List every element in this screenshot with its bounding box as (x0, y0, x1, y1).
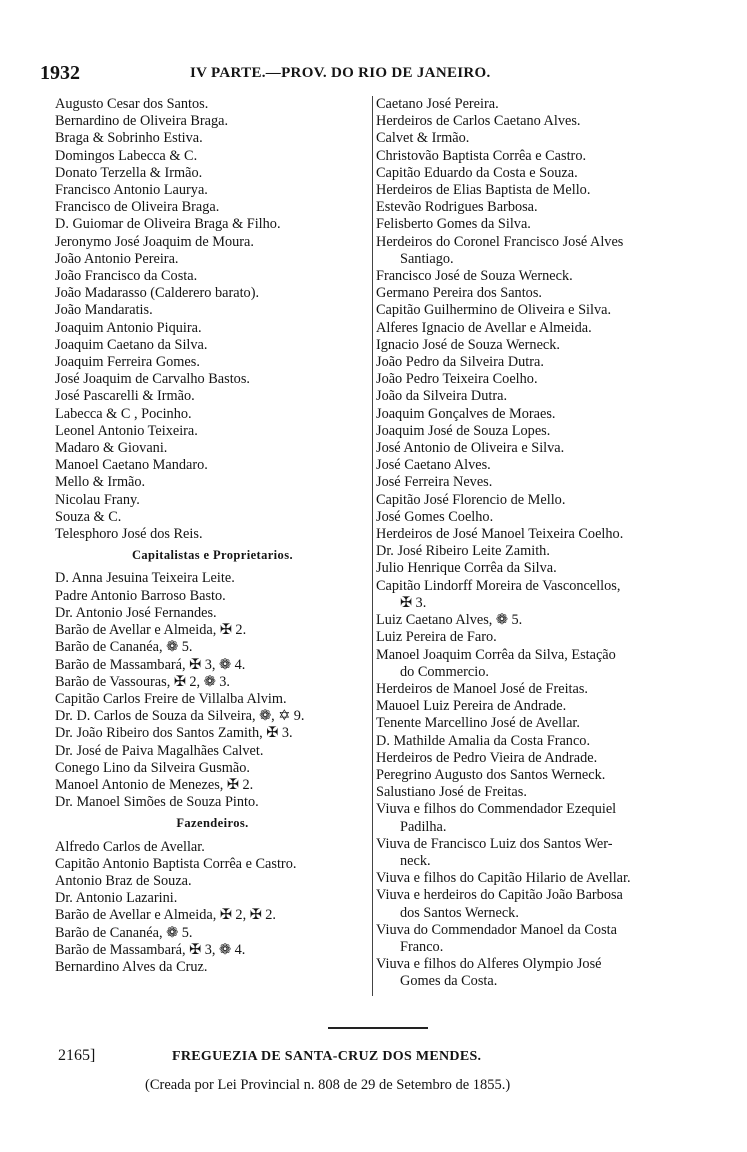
entry-text: Barão de Massambará, ✠ 3, ❁ 4. (55, 656, 246, 673)
list-entry (55, 474, 370, 491)
entry-text: Dr. João Ribeiro dos Santos Zamith, ✠ 3. (55, 725, 293, 742)
entry-text: Barão de Massambará, ✠ 3, ❁ 4. (55, 941, 246, 958)
list-entry (376, 165, 706, 182)
list-entry (376, 457, 706, 474)
entry-text: Manoel Joaquim Corrêa da Silva, Estação (376, 646, 616, 663)
entry-text: Domingos Labecca & C. (55, 147, 198, 164)
list-entry (376, 216, 706, 233)
list-entry (55, 942, 370, 959)
list-entry (55, 216, 370, 233)
list-entry (376, 887, 706, 921)
list-entry (55, 199, 370, 216)
entry-text: Tenente Marcellino José de Avellar. (376, 715, 580, 732)
entry-text: Souza & C. (55, 508, 122, 525)
entry-text: Viuva e filhos do Commendador Ezequiel (376, 801, 617, 818)
section-heading: Fazendeiros. (176, 816, 249, 831)
list-entry (376, 767, 706, 784)
entry-text: Herdeiros de Manoel José de Freitas. (376, 680, 589, 697)
list-entry (376, 96, 706, 113)
entry-text: José Caetano Alves. (376, 457, 491, 474)
entry-continuation: Santiago. (400, 250, 454, 267)
list-entry (55, 337, 370, 354)
entry-text: Joaquim Caetano da Silva. (55, 336, 208, 353)
list-entry (55, 251, 370, 268)
entry-text: Joaquim Ferreira Gomes. (55, 354, 200, 371)
entry-text: Alferes Ignacio de Avellar e Almeida. (376, 319, 592, 336)
entry-text: Bernardino Alves da Cruz. (55, 958, 208, 975)
list-entry (55, 856, 370, 873)
list-entry (55, 96, 370, 113)
entry-text: Francisco de Oliveira Braga. (55, 199, 220, 216)
section-title: FREGUEZIA DE SANTA-CRUZ DOS MENDES. (172, 1049, 482, 1064)
list-entry (55, 959, 370, 976)
entry-text: João Pedro Teixeira Coelho. (376, 371, 538, 388)
list-entry (55, 605, 370, 622)
entry-text: Herdeiros de José Manoel Teixeira Coelho. (376, 526, 624, 543)
entry-text: Francisco José de Souza Werneck. (376, 268, 573, 285)
list-entry (55, 148, 370, 165)
list-entry (55, 113, 370, 130)
entry-text: Capitão Carlos Freire de Villalba Alvim. (55, 690, 287, 707)
list-entry (376, 371, 706, 388)
entry-text: Salustiano José de Freitas. (376, 784, 527, 801)
entry-text: Peregrino Augusto dos Santos Werneck. (376, 766, 606, 783)
entry-text: Luiz Pereira de Faro. (376, 629, 497, 646)
list-entry (55, 570, 370, 587)
list-entry (376, 784, 706, 801)
entry-text: Mello & Irmão. (55, 474, 146, 491)
entry-text: Germano Pereira dos Santos. (376, 285, 542, 302)
entry-text: João da Silveira Dutra. (376, 388, 508, 405)
entry-text: João Antonio Pereira. (55, 250, 179, 267)
list-entry (55, 388, 370, 405)
list-entry (376, 474, 706, 491)
list-entry (55, 890, 370, 907)
entry-text: Manoel Caetano Mandaro. (55, 457, 208, 474)
entry-text: Dr. Manoel Simões de Souza Pinto. (55, 794, 259, 811)
list-entry (376, 440, 706, 457)
list-entry (55, 925, 370, 942)
list-entry (376, 681, 706, 698)
list-entry (55, 794, 370, 811)
entry-text: Calvet & Irmão. (376, 130, 470, 147)
entry-text: Barão de Cananéa, ❁ 5. (55, 924, 193, 941)
list-entry (376, 302, 706, 319)
entry-text: Caetano José Pereira. (376, 96, 499, 112)
list-entry (376, 836, 706, 870)
entry-text: Viuva do Commendador Manoel da Costa (376, 921, 617, 938)
entry-continuation: do Commercio. (400, 663, 489, 680)
list-entry (55, 657, 370, 674)
entry-text: Jeronymo José Joaquim de Moura. (55, 233, 254, 250)
entry-text: Telesphoro José dos Reis. (55, 526, 203, 543)
entry-text: Dr. José de Paiva Magalhães Calvet. (55, 742, 264, 759)
section-rule (328, 1027, 428, 1029)
entry-text: Madaro & Giovani. (55, 440, 168, 457)
list-entry (376, 956, 706, 990)
list-entry (376, 113, 706, 130)
list-entry (55, 182, 370, 199)
list-entry (376, 801, 706, 835)
entry-text: Labecca & C , Pocinho. (55, 405, 192, 422)
list-entry (55, 725, 370, 742)
list-entry (376, 698, 706, 715)
entry-text: José Ferreira Neves. (376, 474, 493, 491)
list-entry (376, 715, 706, 732)
list-entry (376, 354, 706, 371)
entry-text: Nicolau Frany. (55, 491, 140, 508)
list-entry (55, 622, 370, 639)
entry-text: Joaquim José de Souza Lopes. (376, 422, 551, 439)
list-entry (376, 733, 706, 750)
list-entry (376, 750, 706, 767)
entry-text: Ignacio José de Souza Werneck. (376, 336, 560, 353)
entry-text: Joaquim Antonio Piquira. (55, 319, 202, 336)
page-number: 1932 (40, 62, 80, 84)
entry-text: Christovão Baptista Corrêa e Castro. (376, 147, 587, 164)
list-entry (376, 509, 706, 526)
entry-text: José Joaquim de Carvalho Bastos. (55, 371, 250, 388)
entry-text: Viuva e filhos do Alferes Olympio José (376, 956, 602, 973)
list-entry (55, 760, 370, 777)
list-entry (55, 674, 370, 691)
entry-text: Mauoel Luiz Pereira de Andrade. (376, 698, 567, 715)
column-divider (372, 96, 373, 996)
list-entry (376, 199, 706, 216)
section-number: 2165] (58, 1047, 96, 1064)
entry-continuation: neck. (400, 852, 431, 869)
list-entry (376, 320, 706, 337)
list-entry (55, 526, 370, 543)
entry-text: Francisco Antonio Laurya. (55, 182, 208, 199)
list-entry (55, 777, 370, 794)
entry-text: Capitão Guilhermino de Oliveira e Silva. (376, 302, 612, 319)
section-subtitle: (Creada por Lei Provincial n. 808 de 29 de Setembro de 1855.) (145, 1077, 511, 1093)
list-entry (55, 423, 370, 440)
list-entry (55, 492, 370, 509)
list-entry (376, 148, 706, 165)
entry-text: Conego Lino da Silveira Gusmão. (55, 759, 250, 776)
entry-text: Barão de Avellar e Almeida, ✠ 2. (55, 622, 247, 639)
running-header: IV PARTE.—PROV. DO RIO DE JANEIRO. (190, 65, 491, 81)
entry-text: D. Mathilde Amalia da Costa Franco. (376, 732, 591, 749)
list-entry (55, 708, 370, 725)
entry-text: João Francisco da Costa. (55, 268, 198, 285)
list-entry (55, 588, 370, 605)
list-entry (55, 285, 370, 302)
entry-text: Donato Terzella & Irmão. (55, 164, 203, 181)
entry-text: Viuva e herdeiros do Capitão João Barbosa (376, 887, 623, 904)
entry-continuation: Padilha. (400, 818, 447, 835)
list-entry (376, 130, 706, 147)
entry-text: Braga & Sobrinho Estiva. (55, 130, 203, 147)
entry-text: Capitão Lindorff Moreira de Vasconcellos, (376, 577, 621, 594)
list-entry (376, 870, 706, 887)
entry-text: Viuva e filhos do Capitão Hilario de Avellar. (376, 870, 631, 887)
list-entry (55, 839, 370, 856)
list-entry (376, 388, 706, 405)
list-entry (55, 457, 370, 474)
list-entry (376, 406, 706, 423)
entry-text: Dr. D. Carlos de Souza da Silveira, ❁, ✡ 9. (55, 708, 305, 725)
list-entry (376, 560, 706, 577)
entry-text: Antonio Braz de Souza. (55, 872, 192, 889)
entry-text: Padre Antonio Barroso Basto. (55, 587, 226, 604)
entry-text: João Madarasso (Calderero barato). (55, 285, 260, 302)
list-entry (55, 639, 370, 656)
list-entry (376, 423, 706, 440)
entry-text: Capitão Eduardo da Costa e Souza. (376, 164, 578, 181)
entry-text: Bernardino de Oliveira Braga. (55, 113, 229, 130)
list-entry (376, 182, 706, 199)
entry-text: D. Anna Jesuina Teixeira Leite. (55, 570, 235, 587)
entry-text: José Antonio de Oliveira e Silva. (376, 440, 565, 457)
list-entry (376, 543, 706, 560)
list-entry (376, 629, 706, 646)
list-entry (376, 268, 706, 285)
entry-text: Julio Henrique Corrêa da Silva. (376, 560, 557, 577)
entry-text: Dr. Antonio José Fernandes. (55, 604, 217, 621)
entry-text: Alfredo Carlos de Avellar. (55, 838, 205, 855)
entry-text: Dr. José Ribeiro Leite Zamith. (376, 543, 550, 560)
list-entry (55, 371, 370, 388)
entry-text: Capitão Antonio Baptista Corrêa e Castro. (55, 855, 297, 872)
entry-continuation: Gomes da Costa. (400, 973, 498, 990)
entry-continuation: ✠ 3. (400, 594, 427, 611)
list-entry (55, 406, 370, 423)
list-entry (55, 234, 370, 251)
entry-text: Estevão Rodrigues Barbosa. (376, 199, 538, 216)
list-entry (376, 647, 706, 681)
entry-text: Leonel Antonio Teixeira. (55, 422, 198, 439)
entry-text: Felisberto Gomes da Silva. (376, 216, 531, 233)
list-entry (55, 354, 370, 371)
entry-text: Dr. Antonio Lazarini. (55, 890, 178, 907)
entry-continuation: dos Santos Werneck. (400, 904, 519, 921)
entry-text: Capitão José Florencio de Mello. (376, 491, 566, 508)
entry-text: Barão de Vassouras, ✠ 2, ❁ 3. (55, 673, 230, 690)
list-entry (55, 907, 370, 924)
list-entry (55, 130, 370, 147)
list-entry (376, 492, 706, 509)
left-column (55, 96, 370, 976)
section-heading: Capitalistas e Proprietarios. (131, 548, 293, 563)
entry-text: Herdeiros de Elias Baptista de Mello. (376, 182, 591, 199)
entry-text: José Gomes Coelho. (376, 508, 494, 525)
list-entry (376, 526, 706, 543)
list-entry (376, 922, 706, 956)
right-column (376, 96, 706, 991)
entry-text: Luiz Caetano Alves, ❁ 5. (376, 612, 523, 629)
entry-continuation: Franco. (400, 938, 444, 955)
list-entry (55, 440, 370, 457)
entry-text: Herdeiros de Carlos Caetano Alves. (376, 113, 581, 130)
entry-text: Herdeiros do Coronel Francisco José Alves (376, 233, 624, 250)
list-entry (376, 234, 706, 268)
entry-text: João Pedro da Silveira Dutra. (376, 354, 544, 371)
entry-text: José Pascarelli & Irmão. (55, 388, 195, 405)
list-entry (376, 578, 706, 612)
list-entry (376, 337, 706, 354)
list-entry (55, 873, 370, 890)
entry-text: João Mandaratis. (55, 302, 153, 319)
entry-text: Joaquim Gonçalves de Moraes. (376, 405, 556, 422)
list-entry (55, 165, 370, 182)
list-entry (55, 320, 370, 337)
entry-text: Barão de Avellar e Almeida, ✠ 2, ✠ 2. (55, 907, 277, 924)
list-entry (55, 691, 370, 708)
entry-text: Viuva de Francisco Luiz dos Santos Wer- (376, 835, 613, 852)
list-entry (55, 743, 370, 760)
entry-text: Augusto Cesar dos Santos. (55, 96, 209, 112)
list-entry (55, 509, 370, 526)
entry-text: Herdeiros de Pedro Vieira de Andrade. (376, 749, 598, 766)
entry-text: D. Guiomar de Oliveira Braga & Filho. (55, 216, 281, 233)
entry-text: Barão de Cananéa, ❁ 5. (55, 639, 193, 656)
list-entry (376, 285, 706, 302)
list-entry (55, 302, 370, 319)
list-entry (55, 268, 370, 285)
entry-text: Manoel Antonio de Menezes, ✠ 2. (55, 776, 254, 793)
list-entry (376, 612, 706, 629)
